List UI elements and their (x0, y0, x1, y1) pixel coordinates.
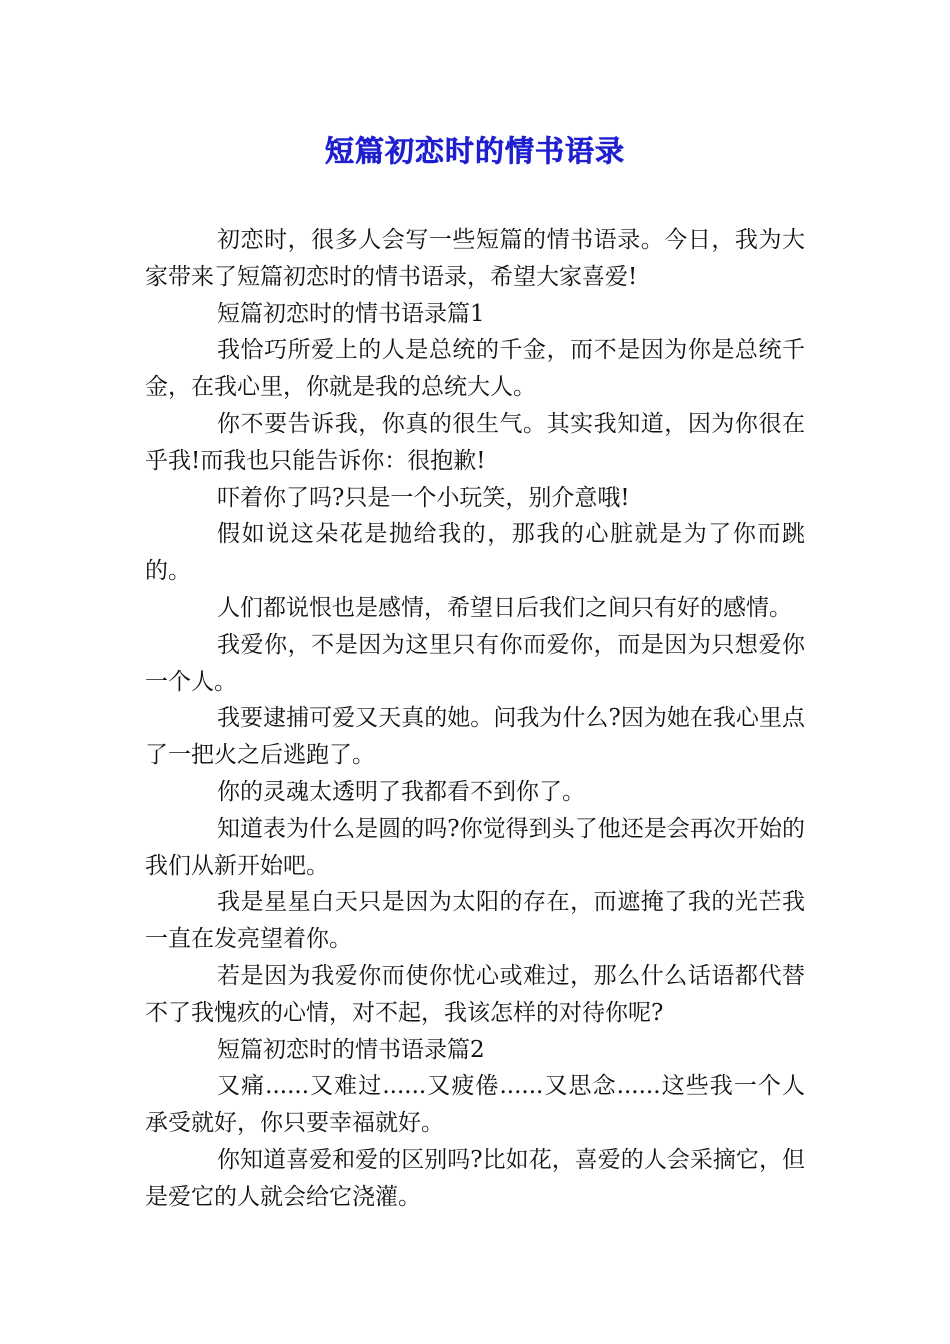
paragraph: 假如说这朵花是抛给我的，那我的心脏就是为了你而跳的。 (145, 521, 805, 585)
paragraph: 你不要告诉我，你真的很生气。其实我知道，因为你很在乎我!而我也只能告诉你：很抱歉! (145, 410, 805, 474)
paragraph: 你的灵魂太透明了我都看不到你了。 (217, 778, 585, 805)
section-heading-2: 短篇初恋时的情书语录篇2 (217, 1036, 485, 1063)
document-title: 短篇初恋时的情书语录 (324, 134, 625, 168)
paragraph: 吓着你了吗?只是一个小玩笑，别介意哦! (217, 484, 630, 511)
paragraph: 你知道喜爱和爱的区别吗?比如花，喜爱的人会采摘它，但是爱它的人就会给它浇灌。 (145, 1146, 805, 1210)
paragraph: 我恰巧所爱上的人是总统的千金，而不是因为你是总统千金，在我心里，你就是我的总统大人。 (145, 337, 805, 401)
intro-paragraph: 初恋时，很多人会写一些短篇的情书语录。今日，我为大家带来了短篇初恋时的情书语录，希望大家喜爱! (145, 227, 805, 290)
paragraph: 人们都说恨也是感情，希望日后我们之间只有好的感情。 (217, 594, 792, 621)
paragraph: 又痛......又难过......又疲倦......又思念......这些我一个人承受就好，你只要幸福就好。 (145, 1073, 805, 1137)
paragraph: 我要逮捕可爱又天真的她。问我为什么?因为她在我心里点了一把火之后逃跑了。 (145, 705, 805, 769)
section-heading-1: 短篇初恋时的情书语录篇1 (217, 300, 485, 327)
paragraph: 我是星星白天只是因为太阳的存在，而遮掩了我的光芒我一直在发亮望着你。 (145, 889, 805, 953)
paragraph: 若是因为我爱你而使你忧心或难过，那么什么话语都代替不了我愧疚的心情，对不起，我该怎样的对待你呢? (145, 962, 805, 1026)
paragraph: 我爱你，不是因为这里只有你而爱你，而是因为只想爱你一个人。 (145, 631, 805, 695)
paragraph: 知道表为什么是圆的吗?你觉得到头了他还是会再次开始的我们从新开始吧。 (145, 815, 805, 879)
document-body (145, 222, 805, 1216)
